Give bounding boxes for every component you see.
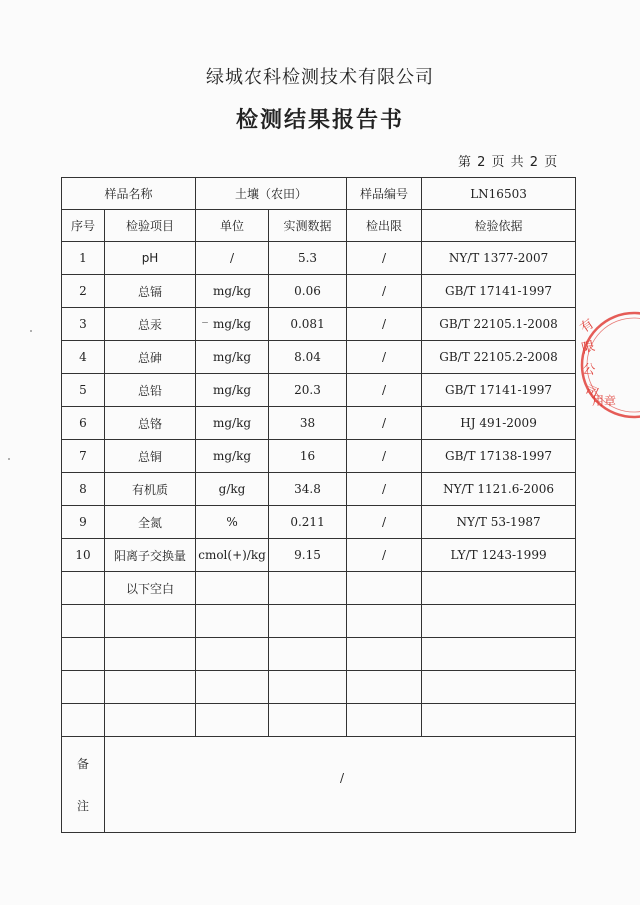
column-header: 序号 <box>62 210 105 242</box>
test-standard: GB/T 17141-1997 <box>422 374 576 407</box>
empty-cell <box>62 572 105 605</box>
detection-limit: / <box>347 473 422 506</box>
scan-speck <box>202 322 208 323</box>
column-header: 检出限 <box>347 210 422 242</box>
empty-cell <box>269 638 347 671</box>
svg-text:用章: 用章 <box>592 394 617 408</box>
empty-cell <box>62 605 105 638</box>
table-row <box>62 341 576 374</box>
company-seal <box>572 305 640 425</box>
unit-cell: % <box>196 506 269 539</box>
table-row <box>62 407 576 440</box>
column-header: 检验项目 <box>105 210 196 242</box>
unit-cell: mg/kg <box>196 275 269 308</box>
blank-note-row <box>62 572 576 605</box>
blank-note: 以下空白 <box>105 572 196 605</box>
unit-cell: g/kg <box>196 473 269 506</box>
test-item: 总铅 <box>105 374 196 407</box>
empty-cell <box>422 605 576 638</box>
row-number: 9 <box>62 506 105 539</box>
table-row <box>62 440 576 473</box>
empty-row <box>62 704 576 737</box>
svg-text:限: 限 <box>580 339 597 357</box>
empty-cell <box>422 704 576 737</box>
empty-cell <box>347 572 422 605</box>
test-standard: NY/T 1377-2007 <box>422 242 576 275</box>
test-standard: LY/T 1243-1999 <box>422 539 576 572</box>
empty-cell <box>347 704 422 737</box>
test-item: pH <box>105 242 196 275</box>
test-item: 总砷 <box>105 341 196 374</box>
column-header: 检验依据 <box>422 210 576 242</box>
detection-limit: / <box>347 506 422 539</box>
empty-cell <box>347 638 422 671</box>
measured-value: 5.3 <box>269 242 347 275</box>
remarks-row <box>62 737 576 833</box>
test-standard: HJ 491-2009 <box>422 407 576 440</box>
empty-cell <box>196 605 269 638</box>
detection-limit: / <box>347 440 422 473</box>
scan-speck <box>8 458 10 460</box>
row-number: 3 <box>62 308 105 341</box>
row-number: 8 <box>62 473 105 506</box>
empty-cell <box>422 572 576 605</box>
detection-limit: / <box>347 539 422 572</box>
empty-cell <box>347 605 422 638</box>
detection-limit: / <box>347 242 422 275</box>
empty-cell <box>422 638 576 671</box>
table-row <box>62 506 576 539</box>
svg-text:司: 司 <box>582 383 601 403</box>
column-header-row <box>62 210 576 242</box>
report-title: 检测结果报告书 <box>235 108 404 133</box>
unit-cell: mg/kg <box>196 407 269 440</box>
empty-cell <box>105 638 196 671</box>
remarks-label <box>62 737 105 833</box>
table-row <box>62 275 576 308</box>
test-standard: GB/T 22105.2-2008 <box>422 341 576 374</box>
row-number: 5 <box>62 374 105 407</box>
remarks-label-char: 备 <box>76 756 89 771</box>
measured-value: 0.06 <box>269 275 347 308</box>
page-indicator: 第 2 页 共 2 页 <box>458 155 559 170</box>
test-item: 总镉 <box>105 275 196 308</box>
row-number: 1 <box>62 242 105 275</box>
sample-name-value: 土壤（农田） <box>196 178 347 210</box>
empty-cell <box>62 638 105 671</box>
detection-limit: / <box>347 275 422 308</box>
empty-row <box>62 671 576 704</box>
test-item: 有机质 <box>105 473 196 506</box>
empty-row <box>62 605 576 638</box>
detection-limit: / <box>347 407 422 440</box>
row-number: 7 <box>62 440 105 473</box>
svg-text:公: 公 <box>581 362 596 379</box>
empty-row <box>62 638 576 671</box>
unit-cell: mg/kg <box>196 308 269 341</box>
svg-text:有: 有 <box>577 316 597 337</box>
measured-value: 9.15 <box>269 539 347 572</box>
empty-cell <box>269 704 347 737</box>
measured-value: 34.8 <box>269 473 347 506</box>
test-item: 全氮 <box>105 506 196 539</box>
test-item: 总汞 <box>105 308 196 341</box>
empty-cell <box>269 671 347 704</box>
test-item: 阳离子交换量 <box>105 539 196 572</box>
scan-speck <box>30 330 32 332</box>
test-standard: GB/T 17138-1997 <box>422 440 576 473</box>
sample-id-value: LN16503 <box>422 178 576 210</box>
remarks-content <box>105 737 576 833</box>
empty-cell <box>62 704 105 737</box>
empty-cell <box>196 572 269 605</box>
test-item: 总铬 <box>105 407 196 440</box>
test-standard: GB/T 22105.1-2008 <box>422 308 576 341</box>
test-standard: GB/T 17141-1997 <box>422 275 576 308</box>
row-number: 6 <box>62 407 105 440</box>
measured-value: 0.081 <box>269 308 347 341</box>
unit-cell: cmol(+)/kg <box>196 539 269 572</box>
empty-cell <box>105 704 196 737</box>
measured-value: 20.3 <box>269 374 347 407</box>
empty-cell <box>196 671 269 704</box>
measured-value: 38 <box>269 407 347 440</box>
empty-cell <box>105 671 196 704</box>
detection-limit: / <box>347 341 422 374</box>
sample-id-label: 样品编号 <box>347 178 422 210</box>
measured-value: 0.211 <box>269 506 347 539</box>
unit-cell: / <box>196 242 269 275</box>
table-row <box>62 473 576 506</box>
company-name: 绿城农科检测技术有限公司 <box>206 67 434 88</box>
row-number: 10 <box>62 539 105 572</box>
measured-value: 16 <box>269 440 347 473</box>
remarks-value: / <box>340 771 345 785</box>
empty-cell <box>196 638 269 671</box>
table-row <box>62 374 576 407</box>
sample-name-label: 样品名称 <box>62 178 196 210</box>
test-standard: NY/T 53-1987 <box>422 506 576 539</box>
column-header: 单位 <box>196 210 269 242</box>
empty-cell <box>196 704 269 737</box>
empty-cell <box>269 572 347 605</box>
detection-limit: / <box>347 308 422 341</box>
table-row <box>62 539 576 572</box>
unit-cell: mg/kg <box>196 374 269 407</box>
table-row <box>62 308 576 341</box>
remarks-label-char: 注 <box>76 798 89 813</box>
unit-cell: mg/kg <box>196 341 269 374</box>
empty-cell <box>105 605 196 638</box>
unit-cell: mg/kg <box>196 440 269 473</box>
table-row <box>62 242 576 275</box>
empty-cell <box>347 671 422 704</box>
row-number: 2 <box>62 275 105 308</box>
empty-cell <box>269 605 347 638</box>
sample-info-row <box>62 178 576 210</box>
measured-value: 8.04 <box>269 341 347 374</box>
results-table <box>61 177 576 833</box>
row-number: 4 <box>62 341 105 374</box>
test-item: 总铜 <box>105 440 196 473</box>
detection-limit: / <box>347 374 422 407</box>
empty-cell <box>422 671 576 704</box>
column-header: 实测数据 <box>269 210 347 242</box>
empty-cell <box>62 671 105 704</box>
test-standard: NY/T 1121.6-2006 <box>422 473 576 506</box>
